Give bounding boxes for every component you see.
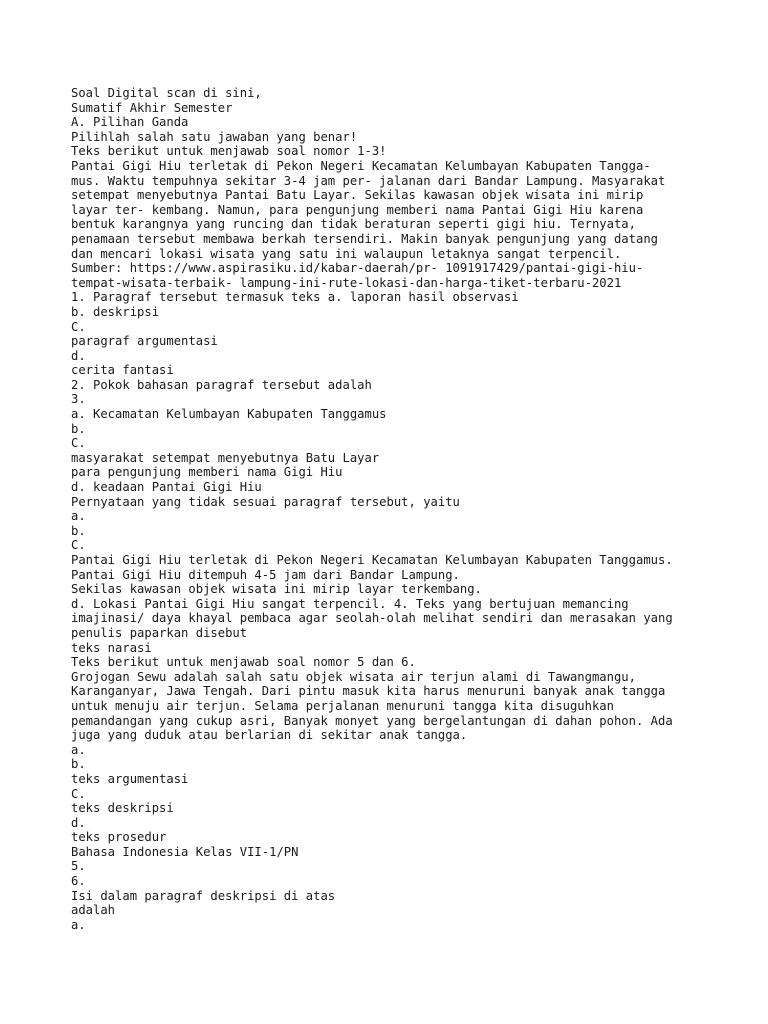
document-page	[71, 86, 748, 932]
text-line: para pengunjung memberi nama Gigi Hiu	[71, 465, 343, 480]
text-line: Karanganyar, Jawa Tengah. Dari pintu masuk kita harus menuruni banyak anak tangga	[71, 684, 666, 699]
text-line: 1. Paragraf tersebut termasuk teks a. laporan hasil observasi	[71, 290, 519, 305]
text-line: Sumber: https://www.aspirasiku.id/kabar-daerah/pr- 1091917429/pantai-gigi-hiu-	[71, 261, 644, 276]
text-line: Pilihlah salah satu jawaban yang benar!	[71, 129, 358, 144]
text-line: adalah	[71, 903, 116, 918]
text-line: Teks berikut untuk menjawab soal nomor 1-3!	[71, 144, 387, 159]
text-line: b.	[71, 523, 86, 538]
text-line: A. Pilihan Ganda	[71, 115, 189, 130]
text-line: d. keadaan Pantai Gigi Hiu	[71, 480, 262, 495]
text-line: Pantai Gigi Hiu ditempuh 4-5 jam dari Bandar Lampung.	[71, 567, 460, 582]
text-line: d. Lokasi Pantai Gigi Hiu sangat terpencil. 4. Teks yang bertujuan memancing	[71, 596, 629, 611]
text-line: 3.	[71, 392, 86, 407]
text-line: teks prosedur	[71, 830, 167, 845]
text-line: penulis paparkan disebut	[71, 625, 248, 640]
text-line: a.	[71, 742, 86, 757]
text-line: dan mencari lokasi wisata yang satu ini walaupun letaknya sangat terpencil.	[71, 246, 622, 261]
text-line: Pantai Gigi Hiu terletak di Pekon Negeri Kecamatan Kelumbayan Kabupaten Tangga-	[71, 158, 651, 173]
text-line: paragraf argumentasi	[71, 334, 218, 349]
text-line: tempat-wisata-terbaik- lampung-ini-rute-lokasi-dan-harga-tiket-terbaru-2021	[71, 275, 622, 290]
text-line: d.	[71, 815, 86, 830]
text-line: a.	[71, 917, 86, 932]
text-line: b.	[71, 421, 86, 436]
text-line: b.	[71, 757, 86, 772]
text-line: 2. Pokok bahasan paragraf tersebut adalah	[71, 377, 372, 392]
text-line: imajinasi/ daya khayal pembaca agar seolah-olah melihat sendiri dan merasakan yang	[71, 611, 673, 626]
text-line: a. Kecamatan Kelumbayan Kabupaten Tanggamus	[71, 407, 387, 422]
text-line: cerita fantasi	[71, 363, 174, 378]
text-line: C.	[71, 319, 86, 334]
text-line: mus. Waktu tempuhnya sekitar 3-4 jam per- jalanan dari Bandar Lampung. Masyarakat	[71, 173, 666, 188]
text-line: 6.	[71, 874, 86, 889]
text-line: C.	[71, 436, 86, 451]
text-line: Teks berikut untuk menjawab soal nomor 5 dan 6.	[71, 655, 416, 670]
text-line: setempat menyebutnya Pantai Batu Layar. Sekilas kawasan objek wisata ini mirip	[71, 188, 644, 203]
text-line: Sumatif Akhir Semester	[71, 100, 233, 115]
text-line: Soal Digital scan di sini,	[71, 86, 262, 100]
text-line: b. deskripsi	[71, 304, 160, 319]
text-line: C.	[71, 538, 86, 553]
text-line: Sekilas kawasan objek wisata ini mirip layar terkembang.	[71, 582, 482, 597]
text-line: 5.	[71, 859, 86, 874]
text-line: untuk menuju air terjun. Selama perjalanan menuruni tangga kita disuguhkan	[71, 698, 614, 713]
text-line: penamaan tersebut membawa berkah tersendiri. Makin banyak pengunjung yang datang	[71, 231, 658, 246]
text-line: Isi dalam paragraf deskripsi di atas	[71, 888, 336, 903]
text-line: teks argumentasi	[71, 771, 189, 786]
text-line: a.	[71, 509, 86, 524]
text-line: teks narasi	[71, 640, 152, 655]
text-line: masyarakat setempat menyebutnya Batu Layar	[71, 450, 380, 465]
text-line: Pernyataan yang tidak sesuai paragraf tersebut, yaitu	[71, 494, 460, 509]
text-line: juga yang duduk atau berlarian di sekitar anak tangga.	[71, 728, 468, 743]
text-line: Bahasa Indonesia Kelas VII-1/PN	[71, 844, 299, 859]
text-line: d.	[71, 348, 86, 363]
text-line: C.	[71, 786, 86, 801]
text-line: layar ter- kembang. Namun, para pengunjung memberi nama Pantai Gigi Hiu karena	[71, 202, 644, 217]
text-line: pemandangan yang cukup asri, Banyak monyet yang bergelantungan di dahan pohon. Ada	[71, 713, 673, 728]
text-line: teks deskripsi	[71, 801, 174, 816]
text-line: Pantai Gigi Hiu terletak di Pekon Negeri Kecamatan Kelumbayan Kabupaten Tanggamus.	[71, 553, 673, 567]
text-line: bentuk karangnya yang runcing dan tidak beraturan seperti gigi hiu. Ternyata,	[71, 217, 636, 232]
text-line: Grojogan Sewu adalah salah satu objek wisata air terjun alami di Tawangmangu,	[71, 669, 636, 684]
